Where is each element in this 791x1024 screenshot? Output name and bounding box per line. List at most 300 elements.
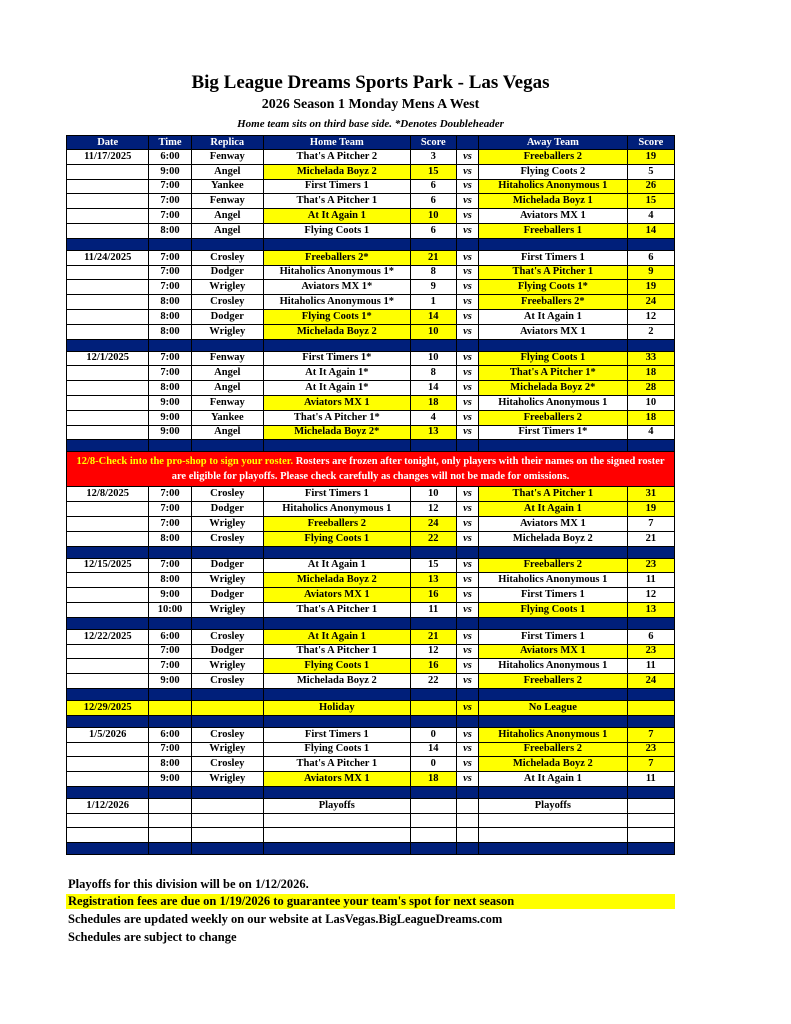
away-score-cell: 7 <box>627 516 674 531</box>
time-cell: 7:00 <box>149 179 191 194</box>
home-score-cell: 15 <box>410 558 456 573</box>
home-score-cell <box>410 798 456 813</box>
date-cell <box>67 179 149 194</box>
home-team-cell: Flying Coots 1 <box>263 659 410 674</box>
time-cell: 9:00 <box>149 395 191 410</box>
away-score-cell: 31 <box>627 487 674 502</box>
home-score-cell: 13 <box>410 573 456 588</box>
game-row <box>67 381 675 396</box>
time-cell: 8:00 <box>149 309 191 324</box>
replica-cell: Dodger <box>191 265 263 280</box>
separator-cell <box>263 786 410 798</box>
away-score-cell: 11 <box>627 772 674 787</box>
game-row <box>67 351 675 366</box>
time-cell: 9:00 <box>149 674 191 689</box>
vs-cell: vs <box>456 502 478 517</box>
vs-cell: vs <box>456 194 478 209</box>
replica-cell: Dodger <box>191 558 263 573</box>
home-score-cell: 12 <box>410 644 456 659</box>
game-row <box>67 828 675 843</box>
away-score-cell: 6 <box>627 250 674 265</box>
time-cell: 6:00 <box>149 150 191 165</box>
home-score-cell: 8 <box>410 265 456 280</box>
home-score-cell: 1 <box>410 295 456 310</box>
separator-cell <box>191 339 263 351</box>
away-team-cell: Michelada Boyz 2 <box>478 757 627 772</box>
replica-cell: Angel <box>191 209 263 224</box>
date-cell <box>67 223 149 238</box>
separator-cell <box>478 786 627 798</box>
replica-cell: Dodger <box>191 588 263 603</box>
away-score-cell: 23 <box>627 644 674 659</box>
page-title: Big League Dreams Sports Park - Las Vegas <box>191 72 550 93</box>
week-separator <box>67 339 675 351</box>
separator-cell <box>67 440 149 452</box>
home-score-cell: 18 <box>410 395 456 410</box>
separator-cell <box>456 546 478 558</box>
separator-cell <box>410 339 456 351</box>
separator-cell <box>67 843 149 855</box>
separator-cell <box>67 546 149 558</box>
vs-cell: vs <box>456 727 478 742</box>
replica-cell: Dodger <box>191 502 263 517</box>
home-team-cell: That's A Pitcher 1 <box>263 194 410 209</box>
replica-cell: Crosley <box>191 487 263 502</box>
game-row <box>67 558 675 573</box>
separator-cell <box>149 786 191 798</box>
away-score-cell: 13 <box>627 602 674 617</box>
separator-cell <box>456 786 478 798</box>
game-row <box>67 164 675 179</box>
separator-cell <box>456 339 478 351</box>
away-team-cell: Hitaholics Anonymous 1 <box>478 659 627 674</box>
away-team-cell <box>478 828 627 843</box>
separator-cell <box>627 715 674 727</box>
vs-cell: vs <box>456 179 478 194</box>
separator-cell <box>478 546 627 558</box>
week-separator <box>67 688 675 700</box>
separator-cell <box>149 688 191 700</box>
time-cell <box>149 700 191 715</box>
roster-notice <box>67 452 675 487</box>
away-team-cell: At It Again 1 <box>478 502 627 517</box>
away-team-cell: That's A Pitcher 1* <box>478 366 627 381</box>
home-team-cell: Playoffs <box>263 798 410 813</box>
vs-cell: vs <box>456 659 478 674</box>
replica-cell: Crosley <box>191 629 263 644</box>
separator-cell <box>627 238 674 250</box>
time-cell: 8:00 <box>149 757 191 772</box>
home-score-cell: 10 <box>410 324 456 339</box>
date-cell <box>67 828 149 843</box>
vs-cell: vs <box>456 487 478 502</box>
separator-cell <box>149 843 191 855</box>
date-cell <box>67 280 149 295</box>
away-team-cell: Hitaholics Anonymous 1 <box>478 395 627 410</box>
date-cell <box>67 366 149 381</box>
time-cell: 7:00 <box>149 351 191 366</box>
away-score-cell: 26 <box>627 179 674 194</box>
time-cell: 7:00 <box>149 250 191 265</box>
replica-cell: Wrigley <box>191 280 263 295</box>
game-row <box>67 395 675 410</box>
home-score-cell: 14 <box>410 309 456 324</box>
date-cell <box>67 502 149 517</box>
game-row <box>67 772 675 787</box>
date-cell <box>67 324 149 339</box>
vs-cell: vs <box>456 295 478 310</box>
home-team-cell: Freeballers 2* <box>263 250 410 265</box>
away-score-cell <box>627 813 674 828</box>
away-team-cell: Aviators MX 1 <box>478 324 627 339</box>
week-separator <box>67 786 675 798</box>
vs-cell: vs <box>456 772 478 787</box>
away-team-cell: Hitaholics Anonymous 1 <box>478 573 627 588</box>
game-row <box>67 644 675 659</box>
away-score-cell: 10 <box>627 395 674 410</box>
away-team-cell: Aviators MX 1 <box>478 516 627 531</box>
schedule-table <box>66 135 675 855</box>
away-score-cell: 14 <box>627 223 674 238</box>
away-team-cell: Flying Coots 1 <box>478 351 627 366</box>
vs-cell: vs <box>456 280 478 295</box>
roster-notice-row <box>67 452 675 487</box>
vs-cell: vs <box>456 742 478 757</box>
home-team-cell: Michelada Boyz 2 <box>263 674 410 689</box>
separator-cell <box>627 440 674 452</box>
date-cell <box>67 425 149 440</box>
replica-cell: Fenway <box>191 150 263 165</box>
home-score-cell: 3 <box>410 150 456 165</box>
time-cell: 7:00 <box>149 659 191 674</box>
date-cell: 12/1/2025 <box>67 351 149 366</box>
col-header-vs <box>456 136 478 150</box>
vs-cell: vs <box>456 265 478 280</box>
holiday-row <box>67 700 675 715</box>
game-row <box>67 295 675 310</box>
footer-playoffs-note: Playoffs for this division will be on 1/12/2026. <box>68 877 309 891</box>
time-cell: 7:00 <box>149 194 191 209</box>
away-team-cell: Aviators MX 1 <box>478 644 627 659</box>
home-team-cell: Hitaholics Anonymous 1* <box>263 265 410 280</box>
away-team-cell: Freeballers 2 <box>478 742 627 757</box>
home-score-cell: 22 <box>410 674 456 689</box>
home-team-cell: At It Again 1* <box>263 381 410 396</box>
home-team-cell: Flying Coots 1 <box>263 531 410 546</box>
away-score-cell: 4 <box>627 209 674 224</box>
vs-cell: vs <box>456 381 478 396</box>
vs-cell: vs <box>456 366 478 381</box>
separator-cell <box>456 440 478 452</box>
home-team-cell: Flying Coots 1* <box>263 309 410 324</box>
date-cell <box>67 757 149 772</box>
home-score-cell: 12 <box>410 502 456 517</box>
separator-cell <box>410 546 456 558</box>
vs-cell: vs <box>456 757 478 772</box>
home-score-cell: 8 <box>410 366 456 381</box>
date-cell <box>67 410 149 425</box>
separator-cell <box>410 715 456 727</box>
game-row <box>67 324 675 339</box>
home-team-cell: That's A Pitcher 1 <box>263 644 410 659</box>
separator-cell <box>456 715 478 727</box>
vs-cell: vs <box>456 223 478 238</box>
separator-cell <box>627 843 674 855</box>
home-team-cell: First Timers 1* <box>263 351 410 366</box>
home-score-cell: 22 <box>410 531 456 546</box>
home-score-cell: 10 <box>410 351 456 366</box>
game-row <box>67 265 675 280</box>
home-team-cell: Aviators MX 1* <box>263 280 410 295</box>
away-team-cell: At It Again 1 <box>478 309 627 324</box>
date-cell <box>67 265 149 280</box>
separator-cell <box>627 617 674 629</box>
game-row <box>67 150 675 165</box>
replica-cell: Crosley <box>191 674 263 689</box>
date-cell <box>67 309 149 324</box>
time-cell: 7:00 <box>149 280 191 295</box>
separator-cell <box>478 339 627 351</box>
separator-cell <box>627 688 674 700</box>
separator-cell <box>191 843 263 855</box>
separator-cell <box>456 617 478 629</box>
separator-cell <box>149 715 191 727</box>
col-header-date: Date <box>67 136 149 150</box>
table-header-row <box>67 136 675 150</box>
vs-cell: vs <box>456 209 478 224</box>
week-separator <box>67 440 675 452</box>
separator-cell <box>263 440 410 452</box>
separator-cell <box>478 238 627 250</box>
replica-cell: Fenway <box>191 194 263 209</box>
home-team-cell: At It Again 1 <box>263 209 410 224</box>
time-cell: 9:00 <box>149 164 191 179</box>
col-header-away-team: Away Team <box>478 136 627 150</box>
separator-cell <box>456 238 478 250</box>
away-score-cell: 19 <box>627 280 674 295</box>
time-cell: 7:00 <box>149 502 191 517</box>
game-row <box>67 209 675 224</box>
separator-cell <box>191 617 263 629</box>
separator-cell <box>149 546 191 558</box>
away-team-cell: Michelada Boyz 2* <box>478 381 627 396</box>
date-cell <box>67 531 149 546</box>
time-cell: 8:00 <box>149 324 191 339</box>
roster-notice-text: Rosters are frozen after tonight, only players with their names on the signed roster are eligible for playoffs. Please check carefully as changes will not be made for omissions. <box>171 456 665 483</box>
vs-cell: vs <box>456 425 478 440</box>
away-team-cell: Playoffs <box>478 798 627 813</box>
separator-cell <box>191 715 263 727</box>
home-score-cell: 6 <box>410 223 456 238</box>
away-team-cell: Freeballers 2 <box>478 410 627 425</box>
date-cell <box>67 573 149 588</box>
home-team-cell: First Timers 1 <box>263 727 410 742</box>
date-cell <box>67 381 149 396</box>
time-cell: 6:00 <box>149 629 191 644</box>
date-cell <box>67 395 149 410</box>
home-team-cell <box>263 813 410 828</box>
away-team-cell <box>478 813 627 828</box>
away-score-cell: 18 <box>627 410 674 425</box>
replica-cell <box>191 828 263 843</box>
separator-cell <box>410 238 456 250</box>
time-cell: 9:00 <box>149 772 191 787</box>
home-team-cell: Hitaholics Anonymous 1 <box>263 502 410 517</box>
time-cell <box>149 828 191 843</box>
time-cell: 8:00 <box>149 531 191 546</box>
separator-cell <box>478 688 627 700</box>
separator-cell <box>478 440 627 452</box>
game-row <box>67 194 675 209</box>
home-team-cell: At It Again 1 <box>263 558 410 573</box>
game-row <box>67 487 675 502</box>
away-score-cell: 23 <box>627 558 674 573</box>
away-score-cell: 5 <box>627 164 674 179</box>
home-score-cell: 16 <box>410 659 456 674</box>
date-cell <box>67 295 149 310</box>
vs-cell: vs <box>456 164 478 179</box>
vs-cell: vs <box>456 150 478 165</box>
vs-cell: vs <box>456 351 478 366</box>
away-score-cell: 24 <box>627 674 674 689</box>
home-score-cell <box>410 828 456 843</box>
game-row <box>67 531 675 546</box>
game-row <box>67 727 675 742</box>
separator-cell <box>456 688 478 700</box>
separator-cell <box>67 339 149 351</box>
away-team-cell: First Timers 1 <box>478 588 627 603</box>
col-header-home-score: Score <box>410 136 456 150</box>
home-score-cell: 0 <box>410 727 456 742</box>
vs-cell: vs <box>456 629 478 644</box>
game-row <box>67 516 675 531</box>
home-score-cell <box>410 700 456 715</box>
away-score-cell: 6 <box>627 629 674 644</box>
replica-cell: Dodger <box>191 644 263 659</box>
game-row <box>67 742 675 757</box>
separator-cell <box>191 440 263 452</box>
away-team-cell: No League <box>478 700 627 715</box>
vs-cell: vs <box>456 250 478 265</box>
date-cell: 11/24/2025 <box>67 250 149 265</box>
separator-cell <box>67 786 149 798</box>
page-note: Home team sits on third base side. *Denotes Doubleheader <box>237 118 504 130</box>
away-team-cell: That's A Pitcher 1 <box>478 487 627 502</box>
away-score-cell: 12 <box>627 588 674 603</box>
separator-cell <box>191 688 263 700</box>
replica-cell: Wrigley <box>191 324 263 339</box>
home-team-cell: Michelada Boyz 2 <box>263 164 410 179</box>
date-cell <box>67 644 149 659</box>
replica-cell: Wrigley <box>191 659 263 674</box>
home-team-cell: That's A Pitcher 2 <box>263 150 410 165</box>
replica-cell: Yankee <box>191 410 263 425</box>
time-cell: 7:00 <box>149 742 191 757</box>
game-row <box>67 602 675 617</box>
home-team-cell: Aviators MX 1 <box>263 395 410 410</box>
home-score-cell: 13 <box>410 425 456 440</box>
replica-cell <box>191 813 263 828</box>
replica-cell: Wrigley <box>191 573 263 588</box>
col-header-time: Time <box>149 136 191 150</box>
date-cell: 12/22/2025 <box>67 629 149 644</box>
away-score-cell: 15 <box>627 194 674 209</box>
replica-cell: Wrigley <box>191 516 263 531</box>
date-cell: 1/12/2026 <box>67 798 149 813</box>
page-subtitle: 2026 Season 1 Monday Mens A West <box>261 97 480 112</box>
away-score-cell: 2 <box>627 324 674 339</box>
separator-cell <box>627 546 674 558</box>
replica-cell: Fenway <box>191 395 263 410</box>
vs-cell: vs <box>456 558 478 573</box>
home-score-cell: 16 <box>410 588 456 603</box>
date-cell <box>67 602 149 617</box>
separator-cell <box>67 617 149 629</box>
vs-cell: vs <box>456 309 478 324</box>
away-score-cell: 19 <box>627 150 674 165</box>
separator-cell <box>410 843 456 855</box>
date-cell <box>67 588 149 603</box>
game-row <box>67 674 675 689</box>
vs-cell <box>456 813 478 828</box>
game-row <box>67 798 675 813</box>
date-cell <box>67 516 149 531</box>
home-team-cell: Michelada Boyz 2 <box>263 573 410 588</box>
away-team-cell: Freeballers 2 <box>478 674 627 689</box>
time-cell: 7:00 <box>149 558 191 573</box>
away-team-cell: Freeballers 2 <box>478 558 627 573</box>
away-score-cell <box>627 798 674 813</box>
home-score-cell: 21 <box>410 250 456 265</box>
vs-cell: vs <box>456 602 478 617</box>
separator-cell <box>263 238 410 250</box>
game-row <box>67 280 675 295</box>
date-cell <box>67 674 149 689</box>
away-team-cell: At It Again 1 <box>478 772 627 787</box>
time-cell: 7:00 <box>149 265 191 280</box>
date-cell <box>67 194 149 209</box>
game-row <box>67 659 675 674</box>
away-score-cell: 28 <box>627 381 674 396</box>
separator-cell <box>149 440 191 452</box>
separator-cell <box>263 546 410 558</box>
away-score-cell: 7 <box>627 727 674 742</box>
game-row <box>67 757 675 772</box>
home-team-cell: That's A Pitcher 1 <box>263 757 410 772</box>
game-row <box>67 813 675 828</box>
home-team-cell: Hitaholics Anonymous 1* <box>263 295 410 310</box>
game-row <box>67 425 675 440</box>
date-cell: 12/15/2025 <box>67 558 149 573</box>
time-cell: 9:00 <box>149 425 191 440</box>
game-row <box>67 588 675 603</box>
home-score-cell <box>410 813 456 828</box>
home-score-cell: 4 <box>410 410 456 425</box>
away-team-cell: That's A Pitcher 1 <box>478 265 627 280</box>
away-team-cell: Hitaholics Anonymous 1 <box>478 179 627 194</box>
away-team-cell: Hitaholics Anonymous 1 <box>478 727 627 742</box>
away-team-cell: Michelada Boyz 2 <box>478 531 627 546</box>
away-score-cell: 21 <box>627 531 674 546</box>
home-team-cell: Aviators MX 1 <box>263 772 410 787</box>
separator-cell <box>67 688 149 700</box>
home-score-cell: 11 <box>410 602 456 617</box>
home-score-cell: 14 <box>410 381 456 396</box>
separator-cell <box>410 688 456 700</box>
replica-cell: Angel <box>191 223 263 238</box>
home-team-cell: Holiday <box>263 700 410 715</box>
replica-cell: Angel <box>191 164 263 179</box>
